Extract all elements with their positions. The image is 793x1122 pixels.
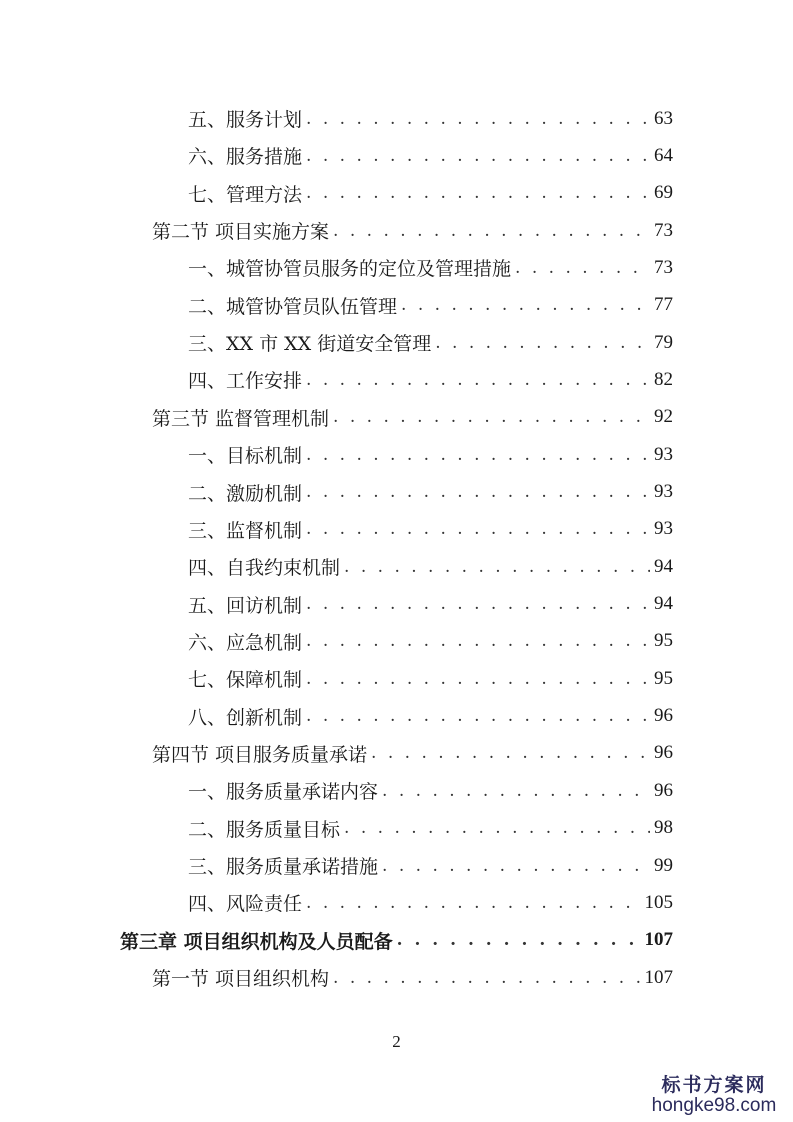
toc-entry[interactable] (188, 847, 673, 884)
toc-entry-page: 77 (654, 294, 673, 316)
toc-entry-title: 七、保障机制 (188, 669, 303, 692)
toc-leader-dots (515, 258, 650, 278)
toc-entry-title: 一、城管协管员服务的定位及管理措施 (188, 258, 512, 281)
toc-leader-dots (333, 968, 640, 988)
toc-entry[interactable] (188, 810, 673, 847)
toc-entry[interactable] (188, 361, 673, 398)
toc-entry-page: 93 (654, 443, 673, 465)
toc-entry[interactable] (152, 959, 673, 996)
toc-entry-page: 94 (654, 593, 673, 615)
toc-entry-page: 93 (654, 481, 673, 502)
toc-entry-title: 第三章 项目组织机构及人员配备 (120, 930, 393, 953)
toc-leader-dots (306, 482, 650, 502)
toc-entry-title: 一、服务质量承诺内容 (188, 781, 379, 804)
toc-entry[interactable] (188, 698, 673, 735)
toc-entry-page: 64 (654, 144, 673, 166)
toc-entry[interactable] (188, 249, 673, 286)
toc-entry[interactable] (188, 586, 673, 623)
toc-entry-title: 三、XX 市 XX 街道安全管理 (188, 333, 432, 356)
toc-entry[interactable] (188, 175, 673, 212)
toc-entry-page: 99 (654, 854, 673, 876)
watermark-text: 标书方案网 (661, 1074, 767, 1096)
toc-entry[interactable] (152, 212, 673, 249)
toc-entry-title: 八、创新机制 (188, 706, 303, 729)
toc-entry-title: 五、服务计划 (188, 109, 303, 131)
toc-entry[interactable] (188, 772, 673, 809)
toc-leader-dots (306, 445, 650, 465)
toc-entry-page: 95 (654, 630, 673, 652)
toc-entry[interactable] (120, 922, 673, 959)
toc-leader-dots (333, 221, 650, 241)
toc-entry-page: 105 (644, 891, 673, 913)
toc-leader-dots (306, 669, 650, 689)
toc-leader-dots (306, 370, 650, 390)
toc-entry-page: 94 (654, 555, 673, 577)
toc-entry[interactable] (152, 399, 673, 436)
toc-entry-page: 93 (654, 518, 673, 540)
toc-leader-dots (344, 818, 650, 838)
page-number: 2 (392, 1032, 401, 1051)
toc-entry[interactable] (188, 884, 673, 921)
watermark-url: hongke98.com (651, 1095, 777, 1116)
toc-leader-dots (306, 109, 650, 129)
toc-entry-title: 二、激励机制 (188, 482, 303, 505)
toc-entry[interactable] (188, 474, 673, 511)
toc-entry-page: 107 (644, 966, 673, 988)
toc-entry-page: 73 (654, 256, 673, 278)
watermark-logo (649, 1070, 779, 1117)
toc-entry-title: 第四节 项目服务质量承诺 (152, 743, 368, 766)
toc-entry-title: 四、风险责任 (188, 893, 303, 916)
toc-entry-title: 第一节 项目组织机构 (152, 968, 330, 991)
toc-entry-page: 98 (654, 817, 673, 839)
toc-leader-dots (306, 893, 640, 913)
toc-leader-dots (401, 295, 650, 315)
toc-entry[interactable] (188, 100, 673, 137)
toc-leader-dots (382, 856, 650, 876)
toc-entry[interactable] (188, 436, 673, 473)
toc-entry-title: 二、城管协管员队伍管理 (188, 295, 398, 318)
toc-entry-page: 82 (654, 368, 673, 390)
toc-leader-dots (306, 183, 650, 203)
toc-entry[interactable] (188, 511, 673, 548)
toc-entry-title: 六、应急机制 (188, 631, 303, 654)
toc-leader-dots (306, 594, 650, 614)
toc-entry-page: 63 (654, 107, 673, 129)
toc-entry-page: 96 (654, 779, 673, 801)
toc-entry[interactable] (188, 548, 673, 585)
toc-entry-title: 四、自我约束机制 (188, 557, 341, 580)
toc-leader-dots (397, 930, 641, 950)
toc-entry-title: 二、服务质量目标 (188, 818, 341, 841)
toc-leader-dots (371, 743, 650, 763)
toc-entry-title: 四、工作安排 (188, 370, 303, 393)
toc-entry-page: 73 (654, 219, 673, 241)
toc-entry-page: 96 (654, 742, 673, 764)
toc-entry-title: 一、目标机制 (188, 445, 303, 468)
toc-entry-page: 92 (654, 406, 673, 428)
toc-entry-page: 79 (654, 331, 673, 353)
toc-entry[interactable] (152, 735, 673, 772)
toc-entry[interactable] (188, 623, 673, 660)
toc-entry[interactable] (188, 324, 673, 361)
toc-entry-title: 第三节 监督管理机制 (152, 407, 330, 430)
toc-entry-page: 95 (654, 667, 673, 689)
toc-entry-title: 五、回访机制 (188, 594, 303, 617)
toc-entry-page: 96 (654, 705, 673, 727)
toc-leader-dots (306, 146, 650, 166)
toc-leader-dots (333, 407, 650, 427)
toc-entry-page: 107 (644, 929, 673, 951)
toc-entry[interactable] (188, 287, 673, 324)
toc-entry[interactable] (188, 660, 673, 697)
toc-leader-dots (306, 706, 650, 726)
toc-entry[interactable] (188, 137, 673, 174)
toc-leader-dots (435, 333, 650, 353)
toc-entry-title: 七、管理方法 (188, 183, 303, 206)
toc-entry-title: 三、监督机制 (188, 519, 303, 542)
toc-leader-dots (382, 781, 650, 801)
toc-leader-dots (344, 557, 650, 577)
toc-entry-title: 第二节 项目实施方案 (152, 221, 330, 244)
toc-entry-title: 六、服务措施 (188, 146, 303, 169)
toc-entry-page: 69 (654, 182, 673, 204)
toc-leader-dots (306, 519, 650, 539)
toc-leader-dots (306, 631, 650, 651)
toc-entry-title: 三、服务质量承诺措施 (188, 856, 379, 878)
